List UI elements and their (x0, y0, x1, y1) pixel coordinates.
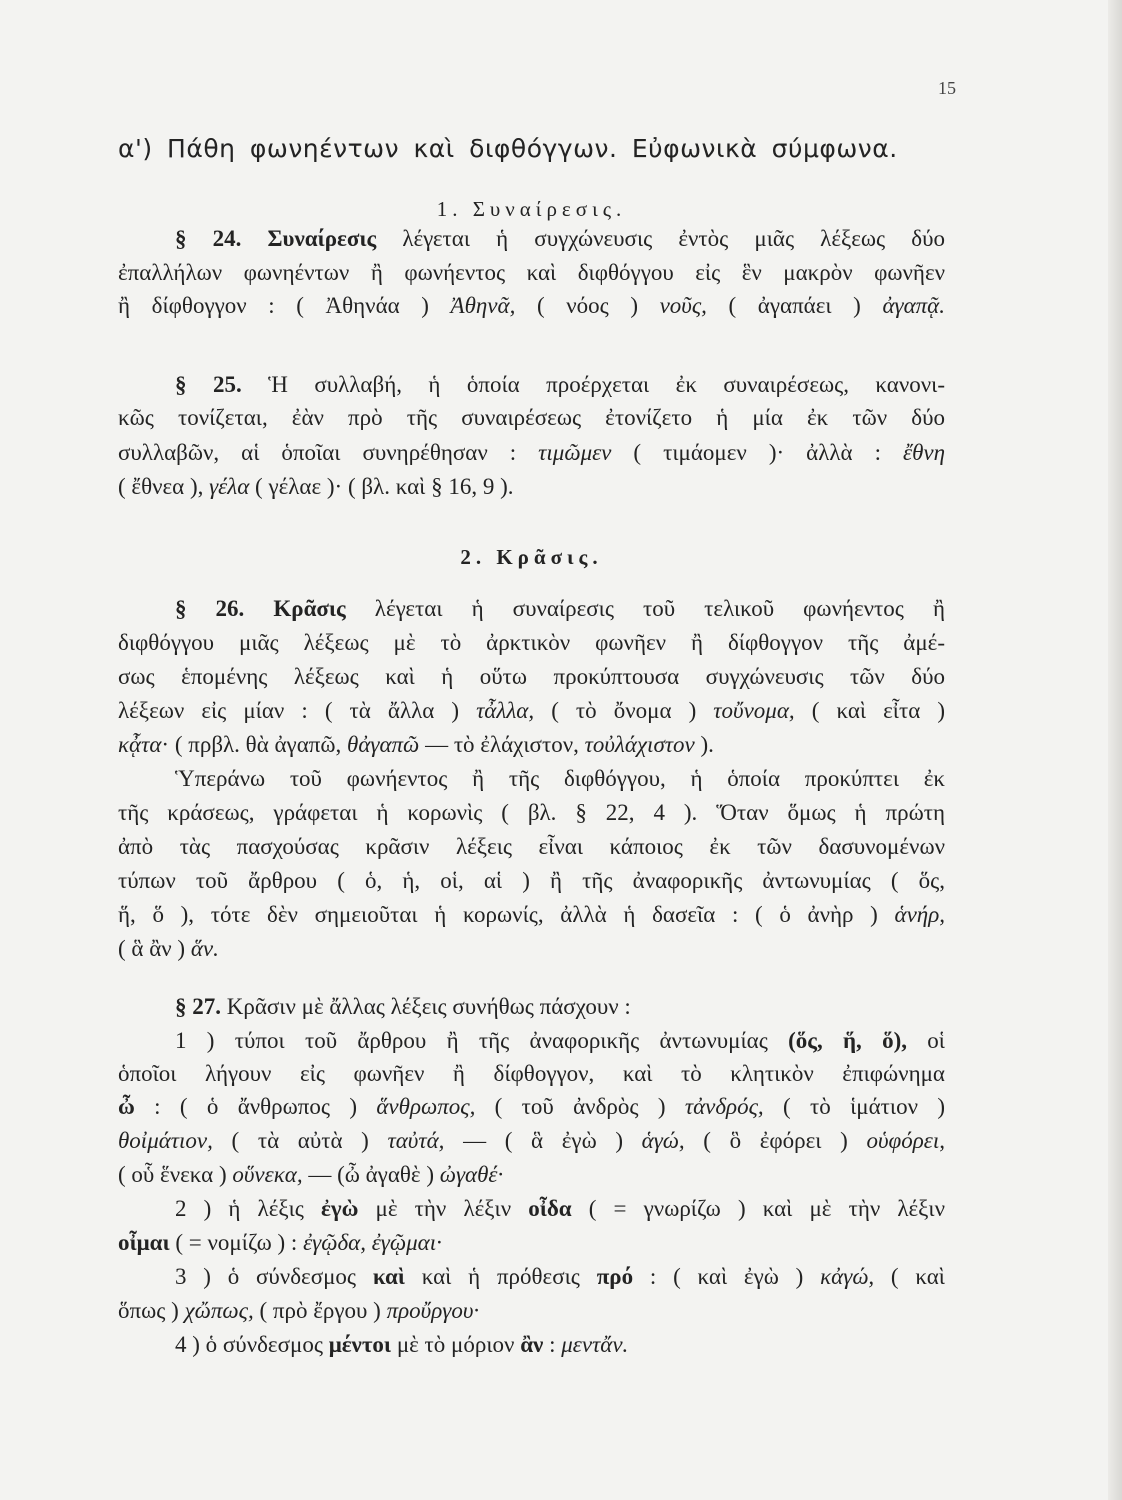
italic-form: τιμῶμεν (538, 440, 612, 465)
italic-form: ἐγῷδα, ἐγῷμαι· (303, 1230, 442, 1255)
text-run: ( ὃ ἐφόρει ) (684, 1128, 867, 1153)
text-run: ἀπὸ τὰς πασχούσας κρᾶσιν λέξεις εἶναι κάποιος ἐκ τῶν δασυνομένων (118, 834, 945, 859)
par27-line (175, 1026, 945, 1056)
italic-form: νοῦς, (659, 293, 707, 318)
par27-line (118, 1126, 945, 1156)
text-run: ). (694, 732, 714, 757)
italic-form: τοὔνομα, (713, 698, 795, 723)
bold-term: οἶμαι (118, 1230, 170, 1255)
text-run: : (543, 1332, 562, 1357)
par26-line (175, 594, 945, 624)
italic-form: γέλα (209, 474, 250, 499)
text-run: ( γέλαε )· ( βλ. καὶ § 16, 9 ). (249, 474, 514, 499)
italic-form: μεντἄν. (561, 1332, 629, 1357)
italic-form: ἔθνη (903, 440, 945, 465)
text-run: κῶς τονίζεται, ἐὰν πρὸ τῆς συναιρέσεως ἐτονίζετο ἡ μία ἐκ τῶν δύο (118, 405, 945, 430)
italic-form: ὠγαθέ· (439, 1162, 504, 1187)
text-run: ( οὗ ἕνεκα ) (118, 1162, 233, 1187)
subheading-krasis (118, 542, 945, 572)
coronis-line (175, 764, 945, 794)
text-run: α') Πάθη φωνηέντων καὶ διφθόγγων. Εὐφωνικὰ σύμφωνα. (118, 134, 898, 163)
par27-line (118, 1059, 945, 1089)
text-run: 4 ) ὁ σύνδεσμος (175, 1332, 329, 1357)
par27-line (175, 992, 945, 1022)
italic-form: ἀγαπᾷ. (882, 293, 945, 318)
text-run: — (ὦ ἀγαθὲ ) (302, 1162, 440, 1187)
par27-line (175, 1194, 945, 1224)
italic-form: ἅνθρωπος, (376, 1094, 476, 1119)
par25-line (118, 403, 945, 433)
text-run: τύπων τοῦ ἄρθρου ( ὁ, ἡ, οἱ, αἱ ) ἢ τῆς ἀναφορικῆς ἀντωνυμίας ( ὅς, (118, 868, 945, 893)
italic-form: οὕνεκα, (232, 1162, 303, 1187)
text-run: ( ἃ ἂν ) (118, 936, 191, 961)
text-run: — ( ἃ ἐγὼ ) (444, 1128, 642, 1153)
text-run: ( ἀγαπάει ) (706, 293, 883, 318)
text-run: ( τὸ ὄνομα ) (534, 698, 714, 723)
coronis-line (118, 832, 945, 862)
italic-form: ταὐτά, (387, 1128, 445, 1153)
text-run: : ( καὶ ἐγὼ ) (633, 1264, 821, 1289)
par27-line (175, 1330, 945, 1360)
italic-form: οὑφόρει, (866, 1128, 945, 1153)
text-run: καὶ ἡ πρόθεσις (404, 1264, 597, 1289)
bold-term: (ὅς, ἥ, ὅ), (788, 1028, 908, 1053)
text-run: 3 ) ὁ σύνδεσμος (175, 1264, 373, 1289)
coronis-line (118, 900, 945, 930)
text-run: σως ἑπομένης λέξεως καὶ ἡ οὕτω προκύπτουσα συγχώνευσις τῶν δύο (118, 664, 945, 689)
text-run: ( καὶ εἶτα ) (794, 698, 945, 723)
bold-term: § 26. Κρᾶσις (175, 596, 346, 621)
page-edge (1108, 0, 1122, 1500)
par24-line (175, 224, 945, 254)
bold-term: πρό (596, 1264, 634, 1289)
par24-line (118, 291, 945, 321)
text-run: διφθόγγου μιᾶς λέξεως μὲ τὸ ἀρκτικὸν φωνῆεν ἢ δίφθογγον τῆς ἀμέ- (118, 630, 945, 655)
text-run: : ( ὁ ἄνθρωπος ) (134, 1094, 377, 1119)
bold-term: ἐγὼ (321, 1196, 359, 1221)
text-run: ( πρὸ ἔργου ) (253, 1298, 387, 1323)
bold-term: § 25. (175, 372, 242, 397)
italic-form: ἁγώ, (641, 1128, 685, 1153)
text-run: · ( πρβλ. θὰ ἀγαπῶ, (161, 732, 348, 757)
text-run: λέγεται ἡ συγχώνευσις ἐντὸς μιᾶς λέξεως δύο (376, 226, 945, 251)
italic-form: τἀνδρός, (684, 1094, 764, 1119)
text-run: ὁποῖοι λήγουν εἰς φωνῆεν ἢ δίφθογγον, καὶ τὸ κλητικὸν ἐπιφώνημα (118, 1061, 945, 1086)
bold-term: ἂν (520, 1332, 544, 1357)
bold-term: καὶ (372, 1264, 405, 1289)
text-run: λέγεται ἡ συναίρεσις τοῦ τελικοῦ φωνήεντος ἢ (345, 596, 945, 621)
subheading-synairesis (118, 194, 945, 224)
text-run: ( ἔθνεα ), (118, 474, 210, 499)
text-run: ( τὰ αὐτὰ ) (212, 1128, 388, 1153)
par27-line (118, 1160, 945, 1190)
italic-form: κἀγώ, (820, 1264, 875, 1289)
text-run: — τὸ ἐλάχιστον, (419, 732, 585, 757)
italic-form: θἀγαπῶ (347, 732, 420, 757)
bold-term: ὦ (118, 1094, 135, 1119)
text-run: ( = νομίζω ) : (169, 1230, 304, 1255)
text-run: Ἡ συλλαβή, ἡ ὁποία προέρχεται ἐκ συναιρέσεως, κανονι- (241, 372, 945, 397)
italic-form: κᾆτα (118, 732, 162, 757)
text-run: ἐπαλλήλων φωνηέντων ἢ φωνήεντος καὶ διφθόγγου εἰς ἓν μακρὸν φωνῆεν (118, 260, 945, 285)
par26-line (118, 730, 945, 760)
coronis-line (118, 866, 945, 896)
italic-form: θοἰμάτιον, (118, 1128, 213, 1153)
coronis-line (118, 798, 945, 828)
text-run: ὅπως ) (118, 1298, 185, 1323)
italic-form: χὤπως, (184, 1298, 254, 1323)
text-run: μὲ τὸ μόριον (391, 1332, 521, 1357)
par24-line (118, 258, 945, 288)
italic-form: τἆλλα, (476, 698, 535, 723)
bold-term: § 27. (175, 994, 221, 1019)
text-run: οἱ (907, 1028, 945, 1053)
italic-form: ἁνήρ, (894, 902, 945, 927)
par27-line (118, 1092, 945, 1122)
bold-term: μέντοι (328, 1332, 392, 1357)
par26-line (118, 662, 945, 692)
par27-line (118, 1296, 945, 1326)
text-run: ( = γνωρίζω ) καὶ μὲ τὴν λέξιν (571, 1196, 946, 1221)
text-run: ( τοῦ ἀνδρὸς ) (475, 1094, 685, 1119)
page-number: 15 (938, 78, 956, 98)
par26-line (118, 696, 945, 726)
par27-line (118, 1228, 945, 1258)
par25-line (118, 472, 945, 502)
text-run: ἢ δίφθογγον : ( Ἀθηνάα ) (118, 293, 451, 318)
coronis-line (118, 934, 945, 964)
italic-form: ἅν. (190, 936, 219, 961)
text-run: συλλαβῶν, αἱ ὁποῖαι συνηρέθησαν : (118, 440, 539, 465)
bold-term: 2. Κρᾶσις. (460, 545, 603, 569)
par25-line (175, 370, 945, 400)
text-run: ( νόος ) (515, 293, 660, 318)
text-run: ( τιμάομεν )· ἀλλὰ : (611, 440, 903, 465)
par27-line (175, 1262, 945, 1292)
par25-line (118, 438, 945, 468)
text-run: Ὑπεράνω τοῦ φωνήεντος ἢ τῆς διφθόγγου, ἡ ὁποία προκύπτει ἐκ (175, 766, 945, 791)
text-run: Κρᾶσιν μὲ ἄλλας λέξεις συνήθως πάσχουν : (221, 994, 631, 1019)
bold-term: οἶδα (528, 1196, 572, 1221)
text-run: 2 ) ἡ λέξις (175, 1196, 322, 1221)
italic-form: προὔργου· (386, 1298, 480, 1323)
text-run: τῆς κράσεως, γράφεται ἡ κορωνὶς ( βλ. § 22, 4 ). Ὅταν ὅμως ἡ πρώτη (118, 800, 945, 825)
text-run: 1 ) τύποι τοῦ ἄρθρου ἢ τῆς ἀναφορικῆς ἀντωνυμίας (175, 1028, 789, 1053)
par26-line (118, 628, 945, 658)
text-run: ( τὸ ἱμάτιον ) (763, 1094, 945, 1119)
text-run: ( καὶ (874, 1264, 945, 1289)
text-run: μὲ τὴν λέξιν (358, 1196, 529, 1221)
italic-form: τοὐλάχιστον (584, 732, 695, 757)
text-run: ἥ, ὅ ), τότε δὲν σημειοῦται ἡ κορωνίς, ἀλλὰ ἡ δασεῖα : ( ὁ ἀνὴρ ) (118, 902, 895, 927)
italic-form: Ἀθηνᾶ, (450, 293, 516, 318)
text-run: λέξεων εἰς μίαν : ( τὰ ἄλλα ) (118, 698, 477, 723)
text-run: 1. Συναίρεσις. (436, 197, 627, 221)
bold-term: § 24. Συναίρεσις (175, 226, 377, 251)
section-heading (118, 134, 945, 164)
